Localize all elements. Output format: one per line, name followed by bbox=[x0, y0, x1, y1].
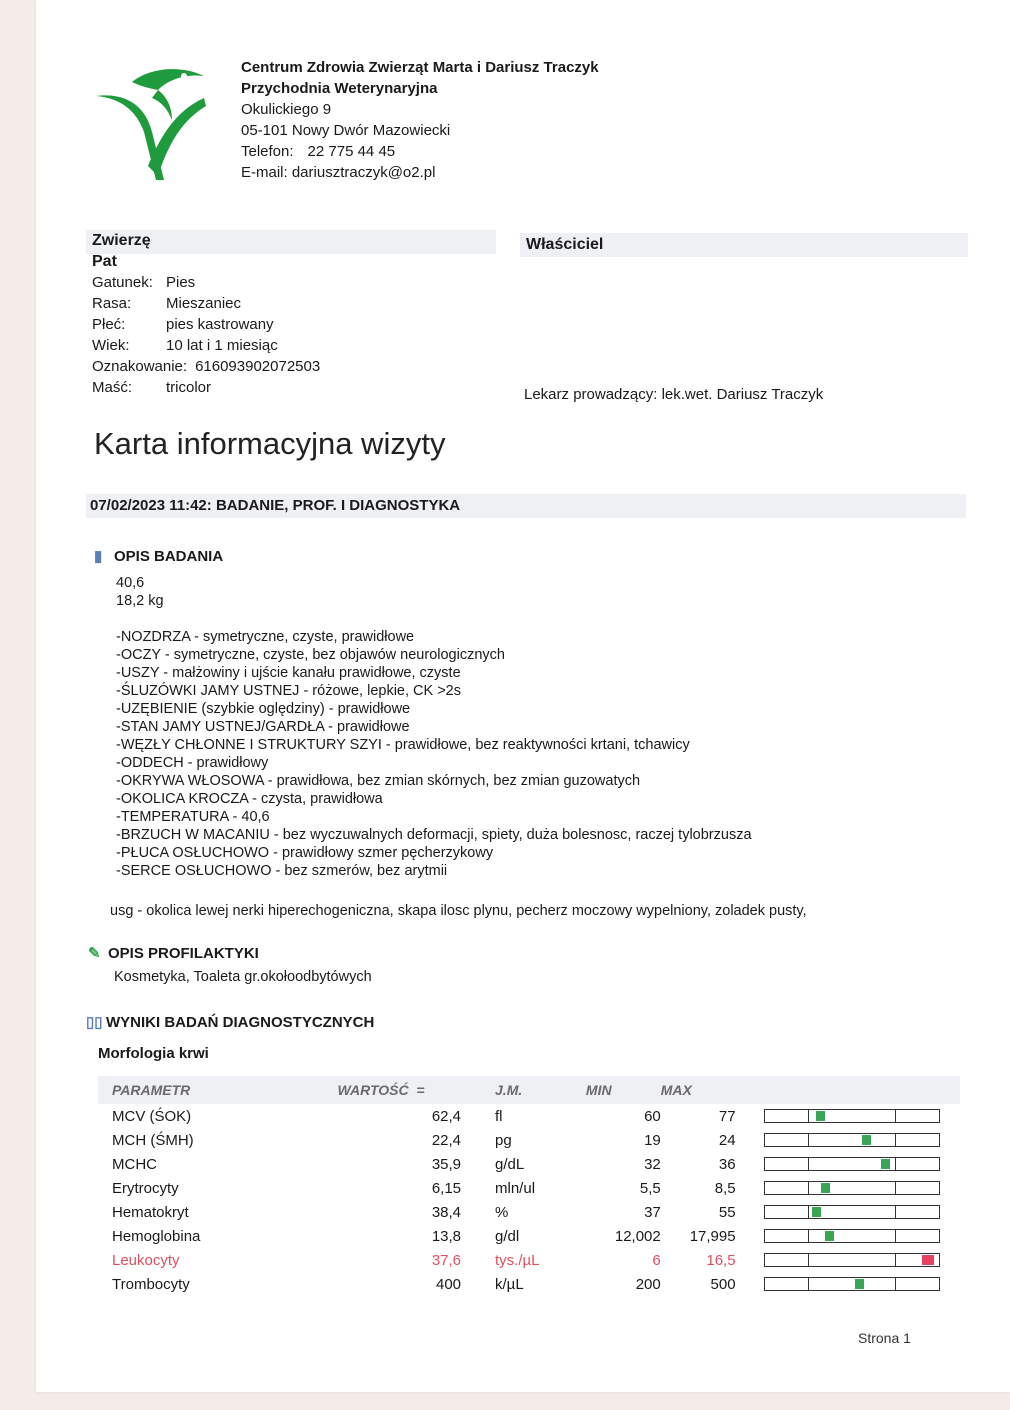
exam-line: -UZĘBIENIE (szybkie oględziny) - prawidłowe bbox=[116, 701, 411, 717]
clinic-name: Centrum Zdrowia Zwierząt Marta i Dariusz Traczyk bbox=[241, 59, 599, 76]
param-unit: mln/ul bbox=[495, 1179, 536, 1197]
table-row bbox=[98, 1104, 960, 1128]
species-label: Gatunek: bbox=[92, 274, 153, 291]
table-row bbox=[98, 1128, 960, 1152]
exam-line: -BRZUCH W MACANIU - bez wyczuwalnych deformacji, spiety, duża bolesnosc, raczej tylobrzusza bbox=[116, 827, 752, 843]
param-name: MCV (ŚOK) bbox=[112, 1107, 192, 1125]
param-value: 22,4 bbox=[431, 1131, 462, 1149]
exam-line: -OCZY - symetryczne, czyste, bez objawów neurologicznych bbox=[116, 647, 505, 663]
range-marker bbox=[881, 1159, 890, 1169]
param-range-cell bbox=[736, 1128, 960, 1152]
param-unit: pg bbox=[495, 1131, 512, 1149]
param-max: 77 bbox=[718, 1107, 736, 1125]
visit-heading: 07/02/2023 11:42: BADANIE, PROF. I DIAGNOSTYKA bbox=[90, 497, 461, 514]
pencil-icon: ✎ bbox=[88, 945, 101, 962]
param-min: 12,002 bbox=[614, 1227, 661, 1245]
age-value: 10 lat i 1 miesiąc bbox=[166, 337, 278, 354]
exam-line: -STAN JAMY USTNEJ/GARDŁA - prawidłowe bbox=[116, 719, 410, 735]
attending-vet: Lekarz prowadzący: lek.wet. Dariusz Traczyk bbox=[524, 386, 824, 403]
param-name: MCH (ŚMH) bbox=[112, 1131, 194, 1149]
color-label: Maść: bbox=[92, 379, 133, 396]
range-bar bbox=[764, 1229, 940, 1243]
range-bar bbox=[764, 1157, 940, 1171]
exam-title: OPIS BADANIA bbox=[114, 548, 224, 565]
exam-line: -USZY - małżowiny i ujście kanału prawidłowe, czyste bbox=[116, 665, 461, 681]
range-marker bbox=[825, 1231, 834, 1241]
param-name: Hemoglobina bbox=[112, 1227, 201, 1245]
param-unit: g/dL bbox=[495, 1155, 525, 1173]
range-marker bbox=[816, 1111, 825, 1121]
blood-count-subtitle: Morfologia krwi bbox=[98, 1045, 209, 1062]
param-range-cell bbox=[736, 1176, 960, 1200]
exam-section-title bbox=[94, 547, 223, 565]
param-min: 200 bbox=[635, 1275, 661, 1293]
col-value-label: WARTOŚĆ bbox=[337, 1082, 409, 1098]
exam-line: -TEMPERATURA - 40,6 bbox=[116, 809, 270, 825]
color-value: tricolor bbox=[166, 379, 212, 396]
param-unit: % bbox=[495, 1203, 509, 1221]
clinic-city: 05-101 Nowy Dwór Mazowiecki bbox=[241, 122, 451, 139]
param-value: 6,15 bbox=[431, 1179, 462, 1197]
param-min: 6 bbox=[652, 1251, 661, 1269]
param-range-cell bbox=[736, 1200, 960, 1224]
diagnostics-title: WYNIKI BADAŃ DIAGNOSTYCZNYCH bbox=[106, 1014, 375, 1031]
animal-heading: Zwierzę bbox=[92, 232, 151, 249]
breed-label: Rasa: bbox=[92, 295, 132, 312]
exam-line: -NOZDRZA - symetryczne, czyste, prawidłowe bbox=[116, 629, 415, 645]
col-min: MIN bbox=[586, 1076, 661, 1104]
sex-label: Płeć: bbox=[92, 316, 126, 333]
col-value bbox=[338, 1076, 475, 1104]
range-marker bbox=[855, 1279, 864, 1289]
exam-line: -OKOLICA KROCZA - czysta, prawidłowa bbox=[116, 791, 383, 807]
id-value: 616093902072503 bbox=[195, 358, 321, 375]
param-range-cell bbox=[736, 1272, 960, 1296]
param-max: 24 bbox=[718, 1131, 736, 1149]
exam-line: -PŁUCA OSŁUCHOWO - prawidłowy szmer pęcherzykowy bbox=[116, 845, 494, 861]
phone-value: 22 775 44 45 bbox=[307, 143, 396, 160]
clinic-info bbox=[241, 57, 599, 183]
col-unit: J.M. bbox=[475, 1076, 586, 1104]
test-tubes-icon: ▯▯ bbox=[86, 1014, 103, 1031]
range-marker bbox=[812, 1207, 821, 1217]
param-name: Hematokryt bbox=[112, 1203, 189, 1221]
param-max: 16,5 bbox=[706, 1251, 736, 1269]
clinic-subtitle: Przychodnia Weterynaryjna bbox=[241, 80, 438, 97]
range-bar bbox=[764, 1253, 940, 1267]
param-min: 60 bbox=[644, 1107, 661, 1125]
param-unit: tys./µL bbox=[495, 1251, 540, 1269]
param-unit: g/dl bbox=[495, 1227, 520, 1245]
exam-line: -SERCE OSŁUCHOWO - bez szmerów, bez arytmii bbox=[116, 863, 448, 879]
param-min: 19 bbox=[644, 1131, 661, 1149]
param-range-cell bbox=[736, 1104, 960, 1128]
exam-line: -ŚLUZÓWKI JAMY USTNEJ - różowe, lepkie, CK >2s bbox=[116, 683, 461, 699]
param-max: 17,995 bbox=[689, 1227, 736, 1245]
clinic-logo bbox=[92, 62, 212, 194]
range-marker bbox=[922, 1255, 934, 1265]
range-bar bbox=[764, 1109, 940, 1123]
param-name: Erytrocyty bbox=[112, 1179, 179, 1197]
param-value: 62,4 bbox=[431, 1107, 462, 1125]
table-row bbox=[98, 1200, 960, 1224]
param-name: MCHC bbox=[112, 1155, 157, 1173]
param-max: 36 bbox=[718, 1155, 736, 1173]
blood-results-table bbox=[98, 1076, 960, 1296]
table-row bbox=[98, 1248, 960, 1272]
param-unit: fl bbox=[495, 1107, 503, 1125]
param-value: 38,4 bbox=[431, 1203, 462, 1221]
param-value: 13,8 bbox=[431, 1227, 462, 1245]
range-bar bbox=[764, 1181, 940, 1195]
table-row bbox=[98, 1152, 960, 1176]
diagnostics-section-title bbox=[86, 1013, 374, 1031]
document-page bbox=[36, 0, 1010, 1392]
species-value: Pies bbox=[166, 274, 196, 291]
prophylaxis-title: OPIS PROFILAKTYKI bbox=[108, 945, 259, 962]
clinic-email bbox=[241, 162, 599, 183]
animal-info bbox=[92, 230, 320, 398]
table-row bbox=[98, 1224, 960, 1248]
param-min: 37 bbox=[644, 1203, 661, 1221]
table-row bbox=[98, 1272, 960, 1296]
breed-value: Mieszaniec bbox=[166, 295, 242, 312]
exam-line: -OKRYWA WŁOSOWA - prawidłowa, bez zmian skórnych, bez zmian guzowatych bbox=[116, 773, 641, 789]
exam-weight: 18,2 kg bbox=[116, 593, 164, 609]
param-max: 55 bbox=[718, 1203, 736, 1221]
email-label: E-mail: bbox=[241, 164, 288, 181]
prophylaxis-section-title bbox=[88, 944, 259, 962]
param-value: 37,6 bbox=[431, 1251, 462, 1269]
usg-note: usg - okolica lewej nerki hiperechogeniczna, skapa ilosc plynu, pecherz moczowy wypelniony, zoladek pusty, bbox=[110, 903, 807, 919]
clinic-street: Okulickiego 9 bbox=[241, 101, 332, 118]
param-range-cell bbox=[736, 1224, 960, 1248]
owner-heading: Właściciel bbox=[526, 236, 604, 253]
exam-line: -ODDECH - prawidłowy bbox=[116, 755, 269, 771]
exam-temp: 40,6 bbox=[116, 575, 145, 591]
sex-value: pies kastrowany bbox=[166, 316, 274, 333]
param-max: 8,5 bbox=[714, 1179, 736, 1197]
param-max: 500 bbox=[710, 1275, 736, 1293]
range-bar bbox=[764, 1205, 940, 1219]
exam-description bbox=[116, 574, 752, 880]
id-label: Oznakowanie: bbox=[92, 358, 188, 375]
param-value: 400 bbox=[435, 1275, 462, 1293]
col-bar bbox=[736, 1076, 960, 1104]
param-value: 35,9 bbox=[431, 1155, 462, 1173]
animal-name: Pat bbox=[92, 253, 117, 270]
table-header-row bbox=[98, 1076, 960, 1104]
exam-line: -WĘZŁY CHŁONNE I STRUKTURY SZYI - prawidłowe, bez reaktywności krtani, tchawicy bbox=[116, 737, 690, 753]
param-min: 32 bbox=[644, 1155, 661, 1173]
param-range-cell bbox=[736, 1248, 960, 1272]
page-title: Karta informacyjna wizyty bbox=[94, 426, 446, 461]
param-min: 5,5 bbox=[639, 1179, 661, 1197]
table-row bbox=[98, 1176, 960, 1200]
range-marker bbox=[821, 1183, 830, 1193]
param-unit: k/µL bbox=[495, 1275, 524, 1293]
col-max: MAX bbox=[661, 1076, 736, 1104]
param-range-cell bbox=[736, 1152, 960, 1176]
col-param: PARAMETR bbox=[98, 1076, 338, 1104]
email-value: dariusztraczyk@o2.pl bbox=[291, 164, 436, 181]
range-bar bbox=[764, 1133, 940, 1147]
age-label: Wiek: bbox=[92, 337, 130, 354]
prophylaxis-text: Kosmetyka, Toaleta gr.okołoodbytówych bbox=[114, 969, 372, 985]
thermometer-icon: ▮ bbox=[94, 548, 103, 565]
col-eq: = bbox=[416, 1082, 425, 1098]
page-number: Strona 1 bbox=[858, 1330, 911, 1346]
param-name: Trombocyty bbox=[112, 1275, 190, 1293]
range-bar bbox=[764, 1277, 940, 1291]
phone-label: Telefon: bbox=[241, 143, 294, 160]
clinic-phone bbox=[241, 141, 599, 162]
param-name: Leukocyty bbox=[112, 1251, 180, 1269]
range-marker bbox=[862, 1135, 871, 1145]
